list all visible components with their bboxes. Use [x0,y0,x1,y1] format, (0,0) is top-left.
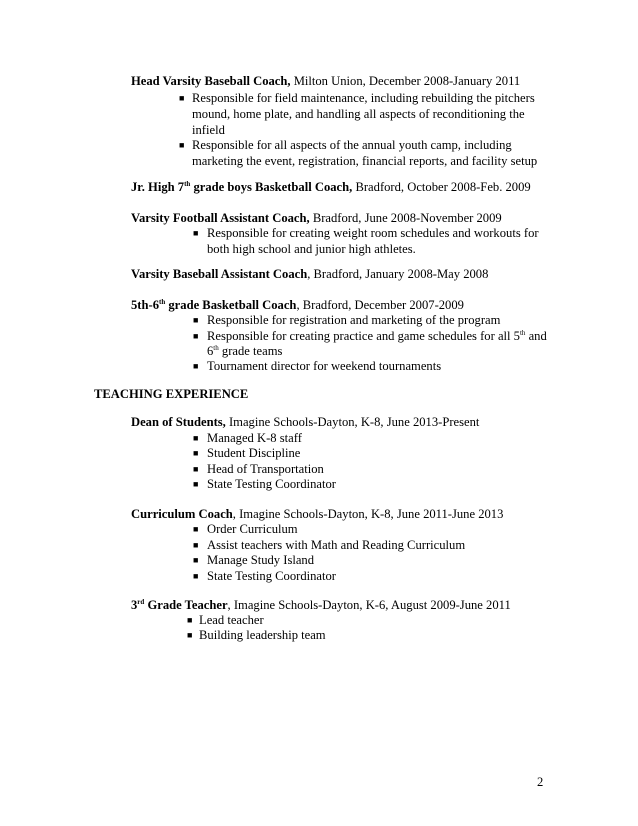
entry-title: Varsity Baseball Assistant Coach [131,267,308,281]
bullet-icon: ■ [193,524,199,534]
entry-title [131,598,228,612]
bullet-text: Building leadership team [199,628,326,642]
bullet-icon: ■ [193,448,199,458]
bullet-text: Responsible for registration and marketing of the program [207,313,501,327]
entry-title [131,298,296,312]
entry-title-part: grade boys Basketball Coach, [190,180,353,194]
bullet-text-part: Responsible for creating practice and game schedules for all 5 [207,329,520,343]
bullet-icon: ■ [179,140,185,150]
entry-title: Head Varsity Baseball Coach, [131,74,291,88]
bullet-text: marketing the event, registration, financial reports, and facility setup [192,154,538,168]
bullet-text: Order Curriculum [207,522,298,536]
entry-detail: Bradford, June 2008-November 2009 [309,211,502,225]
entry-varsity-football [131,210,502,226]
bullet-text [207,328,547,344]
bullet-text: Responsible for field maintenance, including rebuilding the pitchers [192,91,535,105]
bullet-icon: ■ [193,479,199,489]
ordinal-suffix: th [519,329,526,337]
bullet-icon: ■ [187,615,193,625]
entry-jr-high-basketball [131,179,531,195]
bullet-text: State Testing Coordinator [207,477,337,491]
ordinal-suffix: th [213,344,219,352]
bullet-icon: ■ [193,433,199,443]
bullet-icon: ■ [193,540,199,550]
entry-detail: , Imagine Schools-Dayton, K-6, August 2009-June 2011 [227,598,511,612]
entry-title-part: 5th-6 [131,298,159,312]
entry-title: Dean of Students, [131,415,226,429]
entry-title-part: grade Basketball Coach [165,298,297,312]
bullet-icon: ■ [193,315,199,325]
bullet-text-part: 6 [207,344,214,358]
bullet-text: Responsible for creating weight room schedules and workouts for [207,226,539,240]
ordinal-suffix: th [159,298,166,306]
bullet-icon: ■ [193,464,199,474]
page-number: 2 [537,775,544,789]
bullet-text: mound, home plate, and handling all aspects of reconditioning the [192,107,525,121]
bullet-text: Student Discipline [207,446,301,460]
entry-detail: , Bradford, December 2007-2009 [296,298,464,312]
bullet-icon: ■ [193,571,199,581]
entry-title: Varsity Football Assistant Coach, [131,211,310,225]
bullet-text-part: and [525,329,547,343]
entry-title-part: 3 [131,598,138,612]
bullet-text: infield [192,123,225,137]
ordinal-suffix: rd [137,598,145,606]
bullet-text [207,343,282,359]
bullet-text: State Testing Coordinator [207,569,337,583]
bullet-text: Managed K-8 staff [207,431,302,445]
bullet-icon: ■ [193,331,199,341]
entry-detail: Imagine Schools-Dayton, K-8, June 2013-Present [225,415,480,429]
bullet-text: Head of Transportation [207,462,324,476]
bullet-text: Responsible for all aspects of the annual youth camp, including [192,138,512,152]
entry-detail: , Imagine Schools-Dayton, K-8, June 2011-June 2013 [232,507,504,521]
entry-head-varsity-baseball [131,73,520,89]
entry-title: Curriculum Coach [131,507,233,521]
entry-title-part: Grade Teacher [144,598,228,612]
bullet-text: Assist teachers with Math and Reading Curriculum [207,538,466,552]
entry-5th-6th-basketball [131,297,464,313]
bullet-icon: ■ [193,228,199,238]
entry-3rd-grade-teacher [131,597,511,613]
bullet-text: Lead teacher [199,613,264,627]
entry-detail: Bradford, October 2008-Feb. 2009 [352,180,531,194]
bullet-icon: ■ [187,630,193,640]
entry-title-part: Jr. High 7 [131,180,185,194]
entry-detail: Milton Union, December 2008-January 2011 [290,74,521,88]
entry-dean-of-students [131,414,479,430]
bullet-text: Manage Study Island [207,553,315,567]
bullet-text: Tournament director for weekend tournaments [207,359,442,373]
ordinal-suffix: th [184,180,191,188]
entry-varsity-baseball-assistant [131,266,488,282]
entry-title [131,180,352,194]
bullet-text-part: grade teams [218,344,283,358]
entry-detail: , Bradford, January 2008-May 2008 [307,267,489,281]
bullet-text: both high school and junior high athletes. [207,242,416,256]
entry-curriculum-coach [131,506,503,522]
bullet-icon: ■ [179,93,185,103]
bullet-icon: ■ [193,555,199,565]
section-heading-teaching: TEACHING EXPERIENCE [94,387,249,401]
bullet-icon: ■ [193,361,199,371]
